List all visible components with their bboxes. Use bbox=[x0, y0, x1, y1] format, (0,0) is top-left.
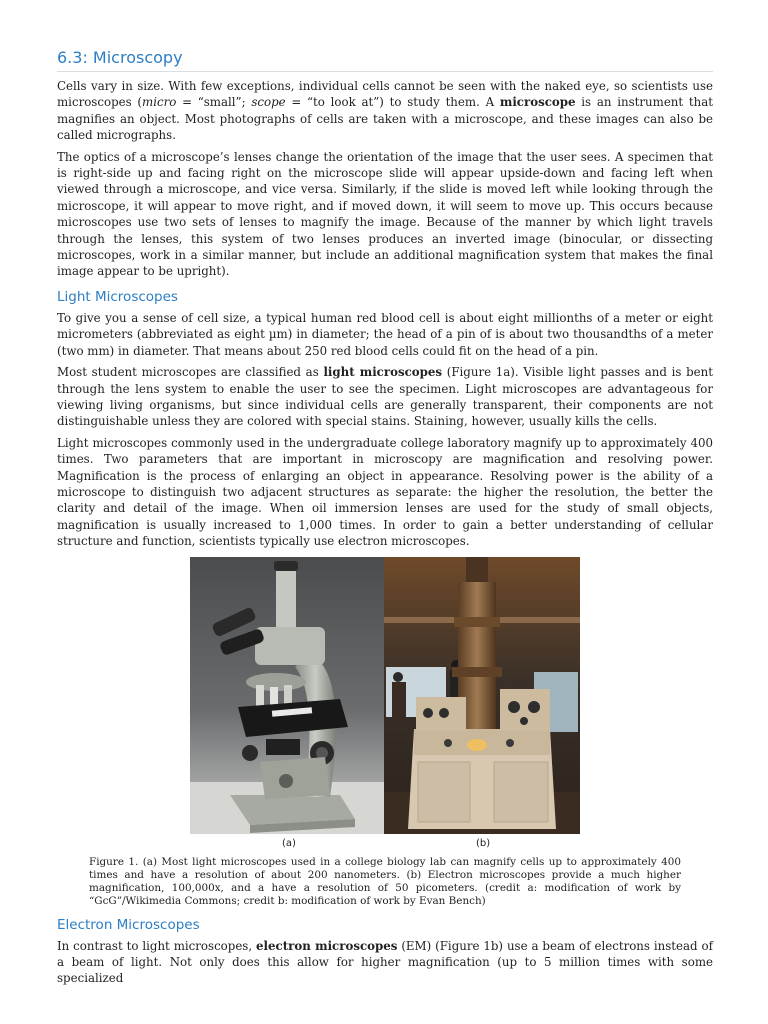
figure-caption: Figure 1. (a) Most light microscopes used in a college biology lab can magnify cells up to approximately 400 times and have a resolution of about 200 nanometers. (b) Electron microscopes provide a much higher magnification, 100,000x, and a have a resolution of 50 picometers. (credit a: modification of work by “GcG”/Wikimedia Commons; credit b: modification of work by Evan Bench) bbox=[89, 855, 681, 907]
term-micro: micro bbox=[142, 95, 177, 110]
figure-panel-labels bbox=[57, 838, 713, 852]
light-microscope-illustration bbox=[190, 557, 384, 834]
term-microscope: microscope bbox=[499, 95, 576, 110]
text-run: (Figure 1a). Visible light passes and is bent through the lens system to enable the user to see the specimen. Light microscopes are advantageous for viewing living organisms, but since individual cells are generally transparent, their components are not distinguishable unless they are colored with special stains. Staining, however, usually kills the cells. bbox=[57, 365, 713, 429]
figure-label-b: (b) bbox=[476, 837, 491, 849]
text-run: Most student microscopes are classified as bbox=[57, 365, 324, 380]
text-run: In contrast to light microscopes, bbox=[57, 938, 257, 953]
figure-1a-image bbox=[190, 557, 384, 834]
intro-paragraph-2: The optics of a microscope’s lenses change the orientation of the image that the user sees. A specimen that is right-side up and facing right on the microscope slide will appear upside-down and facing left when viewed through a microscope, and vice versa. Similarly, if the slide is moved left while looking through the microscope, it will appear to move right, and if moved down, it will seem to move up. This occurs because microscopes use two sets of lenses to magnify the image. Because of the manner by which light travels through the lenses, this system of two lenses produces an inverted image (binocular, or dissecting microscopes, work in a similar manner, but include an additional magnification system that makes the final image appear to be upright). bbox=[57, 149, 713, 279]
text-run: is an instrument that magnifies an object. Most photographs of cells are taken with a microscope, and these images can also be called micrographs. bbox=[57, 95, 713, 143]
light-paragraph-3: Light microscopes commonly used in the undergraduate college laboratory magnify up to approximately 400 times. Two parameters that are important in microscopy are magnification and resolving power. Magnification is the process of enlarging an object in appearance. Resolving power is the ability of a microscope to distinguish two adjacent structures as separate: the higher the resolution, the better the clarity and detail of the image. When oil immersion lenses are used for the study of small objects, magnification is usually increased to 1,000 times. In order to gain a better understanding of cellular structure and function, scientists typically use electron microscopes. bbox=[57, 435, 713, 549]
light-paragraph-2 bbox=[57, 364, 713, 430]
figure-1 bbox=[190, 557, 580, 834]
light-paragraph-1: To give you a sense of cell size, a typical human red blood cell is about eight millionths of a meter or eight micrometers (abbreviated as eight µm) in diameter; the head of a pin of is about two thousandths of a meter (two mm) in diameter. That means about 250 red blood cells could fit on the head of a pin. bbox=[57, 310, 713, 358]
figure-1b-image bbox=[384, 557, 580, 834]
section-heading-electron-microscopes: Electron Microscopes bbox=[57, 916, 200, 933]
term-electron-microscopes: electron microscopes bbox=[256, 938, 398, 953]
electron-paragraph-1 bbox=[57, 938, 713, 987]
text-run: Cells vary in size. With few exceptions, individual cells cannot be seen with the naked eye, so scientists use microscopes ( bbox=[57, 79, 713, 110]
text-run: = “small”; bbox=[176, 95, 252, 110]
figure-label-a: (a) bbox=[282, 837, 296, 849]
section-heading-light-microscopes: Light Microscopes bbox=[57, 288, 178, 305]
term-light-microscopes: light microscopes bbox=[323, 365, 443, 380]
text-run: (EM) (Figure 1b) use a beam of electrons instead of a beam of light. Not only does this allow for higher magnification (up to 5 million times with some specialized bbox=[57, 938, 713, 986]
term-scope: scope bbox=[251, 95, 286, 110]
article bbox=[57, 48, 713, 992]
electron-microscope-illustration bbox=[384, 557, 580, 834]
intro-paragraph-1 bbox=[57, 78, 713, 144]
page-title: 6.3: Microscopy bbox=[57, 48, 713, 72]
text-run: = “to look at”) to study them. A bbox=[285, 95, 500, 110]
